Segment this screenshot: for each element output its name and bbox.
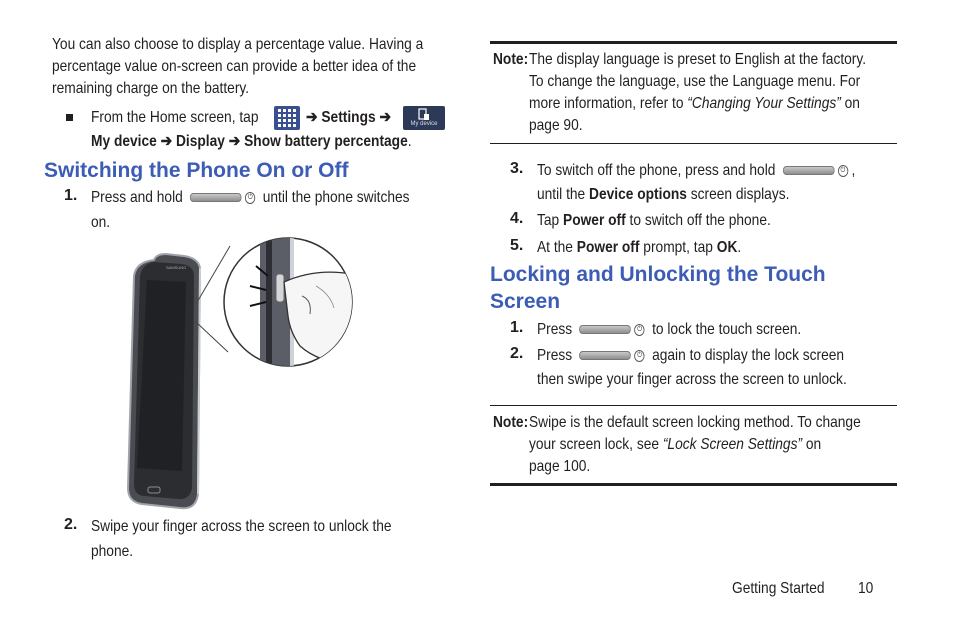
page-number-text: 10: [858, 580, 874, 597]
intro-paragraph: [52, 34, 484, 100]
period: .: [407, 133, 412, 150]
power-symbol-icon: ⏻: [838, 165, 848, 177]
step-number: 3.: [510, 160, 524, 177]
step2-line1: Swipe your finger across the screen to unlock the: [91, 518, 392, 535]
note1-label: [493, 49, 534, 71]
step-number: 2.: [510, 345, 524, 362]
lock2-text: [537, 345, 894, 367]
note2-body: [529, 412, 915, 478]
apps-grid-icon: [274, 106, 300, 130]
step4-text: [537, 210, 809, 232]
path-my-device: My device: [91, 133, 157, 150]
intro-line: percentage value on-screen can provide a better idea of the: [52, 58, 417, 75]
step5-text: [537, 237, 774, 259]
arrow-icon: ➔: [306, 109, 318, 126]
intro-line: You can also choose to display a percentage value. Having a: [52, 36, 424, 53]
note2-line2-pre: your screen lock, see: [529, 436, 660, 453]
step4-post: to switch off the phone.: [629, 212, 771, 229]
lock2-pre: Press: [537, 347, 573, 364]
lock1-post: to lock the touch screen.: [652, 321, 802, 338]
bullet-text: From the Home screen, tap: [91, 109, 259, 126]
note1-bottom-rule: [490, 143, 897, 144]
note1-line: The display language is preset to English at the factory.: [529, 51, 867, 68]
section-title-line1: Locking and Unlocking the Touch: [490, 263, 826, 286]
lock2-line2: [537, 369, 897, 391]
note2-line: Swipe is the default screen locking method. To change: [529, 414, 861, 431]
settings-path-line2: [91, 131, 464, 153]
phone-brand: SAMSUNG: [166, 265, 187, 270]
note1-line: To change the language, use the Language menu. For: [529, 73, 861, 90]
step1-text: [91, 187, 461, 209]
step1-line2-text: on.: [91, 214, 111, 231]
arrow-icon: ➔: [228, 133, 241, 150]
step5-mid: prompt, tap: [643, 239, 713, 256]
step-number: 5.: [510, 237, 524, 254]
lock2-post: again to display the lock screen: [652, 347, 845, 364]
power-key-icon: [783, 166, 835, 175]
step-number: 1.: [64, 187, 78, 204]
step2-line2: phone.: [91, 543, 134, 560]
bullet-square-icon: [66, 114, 73, 121]
my-device-icon-label: My device: [410, 121, 438, 127]
power-off-label: Power off: [563, 212, 626, 229]
step3-text: [537, 160, 907, 182]
step-number: 1.: [510, 319, 524, 336]
step2-text: [91, 516, 441, 563]
power-key-icon: [190, 193, 242, 202]
lock2-line2-text: then swipe your finger across the screen to unlock.: [537, 371, 847, 388]
step3-pre: To switch off the phone, press and hold: [537, 162, 776, 179]
note2-bottom-rule: [490, 483, 897, 486]
settings-label: Settings: [321, 109, 376, 126]
lock1-pre: Press: [537, 321, 573, 338]
step4-pre: Tap: [537, 212, 560, 229]
step-number: 4.: [510, 210, 524, 227]
page-number: [858, 578, 876, 600]
my-device-icon: [403, 106, 445, 130]
power-key-icon: [579, 325, 631, 334]
note1-top-rule: [490, 41, 897, 44]
footer-section: [732, 578, 840, 600]
power-off-label: Power off: [576, 239, 640, 256]
note2-line: page 100.: [529, 458, 591, 475]
step5-pre: At the: [537, 239, 573, 256]
step1-post: until the phone switches: [262, 189, 410, 206]
note1-line3-pre: more information, refer to: [529, 95, 684, 112]
power-symbol-icon: ⏻: [634, 350, 644, 362]
arrow-icon: ➔: [160, 133, 173, 150]
power-symbol-icon: ⏻: [245, 192, 255, 204]
path-display: Display: [175, 133, 225, 150]
footer-section-text: Getting Started: [732, 580, 825, 597]
section-title-switching: Switching the Phone On or Off: [44, 159, 349, 182]
note2-label: [493, 412, 534, 434]
note1-line3-post: on: [844, 95, 860, 112]
note2-line2-post: on: [805, 436, 822, 453]
power-symbol-icon: ⏻: [634, 324, 644, 336]
note1-line: page 90.: [529, 117, 583, 134]
settings-path: [306, 107, 405, 129]
step3-line2-post: screen displays.: [690, 186, 790, 203]
step3-line2-pre: until the: [537, 186, 586, 203]
step-number: 2.: [64, 516, 78, 533]
phone-illustration: [120, 236, 460, 516]
note1-body: [529, 49, 921, 137]
note2-top-rule: [490, 405, 897, 406]
note2-link-ref: “Lock Screen Settings”: [662, 436, 803, 453]
section-title-locking: [490, 261, 826, 315]
ok-label: OK: [716, 239, 738, 256]
power-key-icon: [579, 351, 631, 360]
note1-link-ref: “Changing Your Settings”: [687, 95, 841, 112]
note2-label-text: Note:: [493, 414, 529, 431]
device-options-label: Device options: [589, 186, 687, 203]
step1-line2: [91, 212, 113, 234]
section-title-line2: Screen: [490, 290, 561, 313]
step1-pre: Press and hold: [91, 189, 183, 206]
step3-line2: [537, 184, 830, 206]
intro-line: remaining charge on the battery.: [52, 80, 250, 97]
comma: ,: [851, 162, 856, 179]
path-show-battery: Show battery percentage: [244, 133, 408, 150]
lock1-text: [537, 319, 844, 341]
period: .: [737, 239, 742, 256]
bullet-instruction: [91, 107, 286, 129]
arrow-icon: ➔: [379, 109, 392, 126]
note1-label-text: Note:: [493, 51, 529, 68]
